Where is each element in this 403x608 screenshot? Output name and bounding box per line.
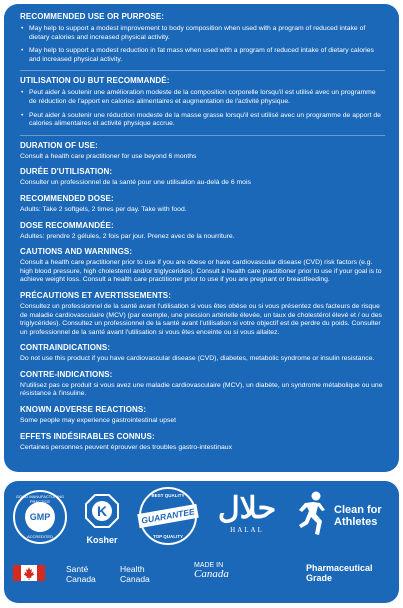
made-in-canada-badge (194, 562, 229, 578)
section-heading: CAUTIONS AND WARNINGS: (20, 247, 133, 257)
clean-line1: Clean for (334, 504, 382, 516)
guarantee-seal-icon (139, 487, 197, 545)
section-duree (20, 167, 385, 188)
halal-badge (209, 492, 285, 534)
guarantee-ring-bottom: TOP QUALITY (152, 534, 184, 539)
pharmaceutical-grade-badge (306, 563, 373, 583)
kosher-mark: K (96, 503, 108, 519)
bullet-item: • Peut aider à soutenir une réduction modeste de la masse grasse lorsqu'il est utilisé avec un programme de apport de calories alimentaires et activité physique accrue. (20, 112, 385, 129)
section-text: Certaines personnes peuvent éprouver des troubles gastro-intestinaux (20, 443, 232, 451)
gmp-seal-icon (13, 490, 67, 544)
divider (20, 70, 385, 71)
section-heading: CONTRAINDICATIONS: (20, 343, 111, 353)
divider (20, 135, 385, 136)
clean-label (334, 504, 399, 528)
guarantee-label: GUARANTEE (137, 504, 198, 528)
gmp-ring-bottom: ACCREDITED (26, 534, 53, 539)
section-heading: DURATION OF USE: (20, 140, 98, 150)
health-line2: Canada (120, 574, 150, 584)
section-text: N'utilisez pas ce produit si vous avez une maladie cardiovasculaire (MCV), un diabète, un syndrome métabolique ou une résistance à l'insuline. (20, 381, 383, 398)
section-cautions (20, 247, 385, 285)
kosher-octagon-icon (85, 494, 119, 528)
section-duration (20, 141, 385, 162)
section-heading: RECOMMENDED DOSE: (20, 193, 114, 203)
section-heading: PRÉCAUTIONS ET AVERTISSEMENTS: (20, 290, 172, 300)
section-contraindications (20, 343, 385, 364)
section-text: Do not use this product if you have cardiovascular disease (CVD), diabetes, metabolic syndrome or insulin resistance. (20, 355, 375, 363)
sante-canada-text (66, 564, 96, 584)
section-text: Consult a health care practitioner prior to use if you are obese or have cardiovascular disease (CVD) risk factors (e.g. high blood pressure, high cholesterol and/or triglycerides). Consult a health care practitioner prior to use if your goal is to achieve weight loss. Consult a health care practitioner prior to use if you are pregnant or breastfeeding. (20, 259, 382, 284)
halal-label: HALAL (230, 526, 264, 534)
gmp-ring-top: GOOD MANUFACTURING PRACTICE (15, 494, 65, 504)
bullet-item: • Peut aider à soutenir une amélioration modeste de la composition corporelle lorsqu'il est utilisé avec un programme de réduction de l'apport en calories alimentaires et augmentation de l'activité physique. (20, 89, 385, 106)
kosher-badge (82, 494, 122, 545)
section-text: Adults: Take 2 softgels, 2 times per day. Take with food. (20, 205, 187, 213)
bullet-item: • May help to support a modest improvement to body composition when used with a program of reduced intake of dietary calories and increased physical activity. (20, 25, 385, 42)
section-text: Consult a health care practitioner for use beyond 6 months (20, 152, 197, 160)
section-heading: RECOMMENDED USE OR PURPOSE: (20, 12, 165, 21)
section-dose (20, 194, 385, 215)
pharma-line2: Grade (306, 573, 333, 583)
made-in-line1: MADE IN (194, 562, 224, 569)
info-panel (4, 4, 399, 472)
section-dose-fr (20, 221, 385, 242)
halal-arabic: حلال (217, 491, 277, 526)
section-effets (20, 432, 385, 453)
gmp-label: GMP (25, 502, 55, 532)
section-heading: UTILISATION OU BUT RECOMMANDÉ: (20, 76, 170, 86)
clean-athletes-badge (296, 491, 396, 542)
clean-line2: Athletes (334, 516, 378, 528)
guarantee-ring-top: BEST QUALITY (151, 493, 185, 498)
health-canada-text (120, 564, 150, 584)
canada-flag-icon (13, 565, 45, 581)
section-recommended-use (20, 12, 385, 64)
section-contre-indications (20, 370, 385, 399)
section-text: Some people may experience gastrointestinal upset (20, 417, 177, 425)
section-text: Consultez un professionnel de la santé avant l'utilisation si vous êtes obèse ou si vous présentez des facteurs de risque de maladie cardiovasculaire (MCV) (par exemple, une pression artérielle élevée, un taux de cholestérol élevé et / ou des triglycérides). Consultez un professionnel de la santé avant l'utilisation si votre objectif est de perdre du poids. Consulter un professionnel de la santé avant l'utilisation si vous êtes enceinte ou si vous allaitez. (20, 302, 382, 336)
section-adverse-reactions (20, 405, 385, 426)
pharma-line1: Pharmaceutical (306, 563, 373, 573)
section-heading: DOSE RECOMMANDÉE: (20, 220, 114, 230)
bullet-item: • May help to support a modest reduction in fat mass when used with a program of reduced intake of dietary calories and increased physical activity. (20, 47, 385, 64)
section-utilisation (20, 76, 385, 128)
health-line1: Health (120, 564, 145, 574)
made-in-line2: Canada (194, 568, 229, 580)
section-heading: KNOWN ADVERSE REACTIONS: (20, 405, 147, 415)
sante-line1: Santé (66, 564, 89, 574)
section-text: Consulter un professionnel de la santé pour une utilisation au-delà de 6 mois (20, 179, 251, 187)
kosher-label: Kosher (86, 535, 118, 545)
sante-line2: Canada (66, 574, 96, 584)
section-text: Adultes: prendre 2 gélules, 2 fois par jour. Prenez avec de la nourriture. (20, 232, 235, 240)
section-heading: EFFETS INDÉSIRABLES CONNUS: (20, 431, 155, 441)
section-precautions (20, 291, 385, 337)
runner-icon (296, 491, 330, 537)
section-heading: CONTRE-INDICATIONS: (20, 369, 113, 379)
section-heading: DURÉE D'UTILISATION: (20, 167, 113, 177)
certification-badges (4, 481, 399, 603)
